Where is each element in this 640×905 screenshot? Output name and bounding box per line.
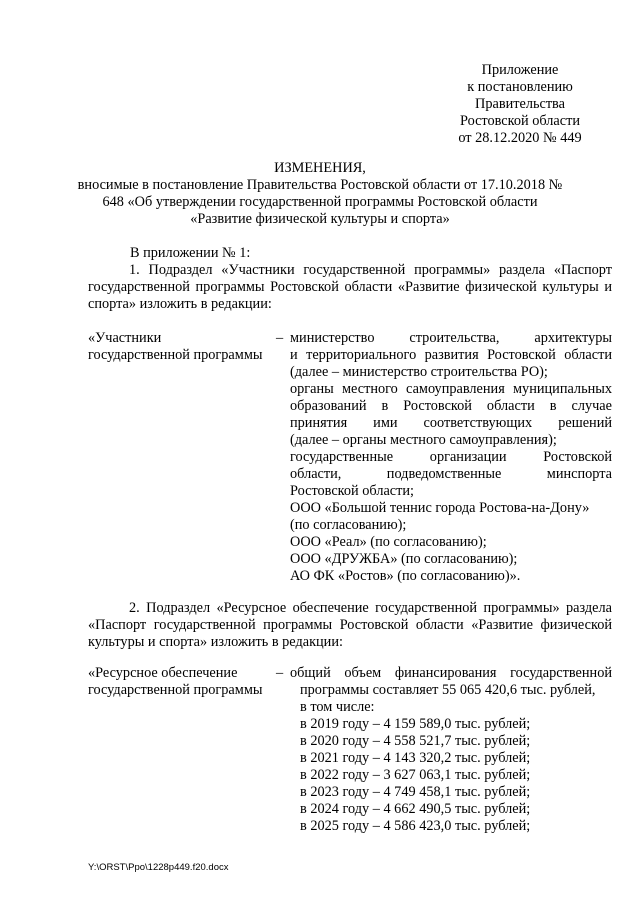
participants-line: государственные организации Ростовской xyxy=(290,449,612,465)
participants-line: принятия ими соответствующих решений xyxy=(290,415,612,431)
appendix-line: Правительства xyxy=(475,96,565,112)
participants-label-line-1: «Участники xyxy=(88,330,162,346)
item-1-paragraph xyxy=(88,262,612,313)
participants-line: ООО «Реал» (по согласованию); xyxy=(290,534,487,550)
appendix-line: от 28.12.2020 № 449 xyxy=(458,130,582,146)
item-2-paragraph xyxy=(88,600,612,651)
resources-line: в том числе: xyxy=(300,699,375,715)
participants-line: области, подведомственные минспорта xyxy=(290,466,612,482)
resources-line: в 2020 году – 4 558 521,7 тыс. рублей; xyxy=(300,733,531,749)
file-path-footer: Y:\ORST\Ppo\1228p449.f20.docx xyxy=(88,862,229,873)
participants-line: министерство строительства, архитектуры xyxy=(290,330,612,346)
appendix-line: Ростовской области xyxy=(459,113,581,129)
participants-line: (далее – министерство строительства РО); xyxy=(290,364,548,380)
participants-line: и территориального развития Ростовской области xyxy=(290,347,612,363)
participants-line: образований в Ростовской области в случае xyxy=(290,398,612,414)
participants-line: органы местного самоуправления муниципальных xyxy=(290,381,612,397)
participants-line: Ростовской области; xyxy=(290,483,415,499)
appendix-line: Приложение xyxy=(481,62,559,78)
item-1-text: 1. Подраздел «Участники государственной программы» раздела «Паспорт государственной программы Ростовской области «Развитие физической культуры и спорта» изложить в редакции: xyxy=(88,262,612,312)
resources-line: в 2023 году – 4 749 458,1 тыс. рублей; xyxy=(300,784,531,800)
resources-dash: – xyxy=(276,665,284,681)
participants-label-line-2: государственной программы xyxy=(88,347,263,363)
document-subtitle: вносимые в постановление Правительства Ростовской области от 17.10.2018 № 648 «Об утверждении государственной программы Ростовской области «Развитие физической культуры и спорта» xyxy=(77,177,563,227)
appendix-line: к постановлению xyxy=(467,79,573,95)
resources-line: в 2019 году – 4 159 589,0 тыс. рублей; xyxy=(300,716,531,732)
participants-dash: – xyxy=(276,330,284,346)
resources-line: в 2022 году – 3 627 063,1 тыс. рублей; xyxy=(300,767,531,783)
resources-label-line-1: «Ресурсное обеспечение xyxy=(88,665,238,681)
resources-label-line-2: государственной программы xyxy=(88,682,263,698)
participants-line: (по согласованию); xyxy=(290,517,407,533)
participants-line: ООО «Большой теннис города Ростова-на-Дону» xyxy=(290,500,590,516)
participants-line: АО ФК «Ростов» (по согласованию)». xyxy=(290,568,521,584)
participants-list xyxy=(290,330,612,585)
participants-line: (далее – органы местного самоуправления); xyxy=(290,432,557,448)
item-2-text: 2. Подраздел «Ресурсное обеспечение государственной программы» раздела «Паспорт государственной программы Ростовской области «Развитие физической культуры и спорта» изложить в редакции: xyxy=(88,600,612,650)
participants-label xyxy=(88,330,280,364)
resources-line: в 2021 году – 4 143 320,2 тыс. рублей; xyxy=(300,750,531,766)
intro-text: В приложении № 1: xyxy=(130,245,251,261)
resources-line: общий объем финансирования государственной xyxy=(290,665,612,681)
appendix-block xyxy=(440,62,600,147)
participants-line: ООО «ДРУЖБА» (по согласованию); xyxy=(290,551,518,567)
document-title: ИЗМЕНЕНИЯ, xyxy=(274,160,366,176)
resources-line: программы составляет 55 065 420,6 тыс. рублей, xyxy=(300,682,596,698)
resources-label xyxy=(88,665,280,699)
resources-line: в 2024 году – 4 662 490,5 тыс. рублей; xyxy=(300,801,531,817)
resources-line: в 2025 году – 4 586 423,0 тыс. рублей; xyxy=(300,818,531,834)
resources-list xyxy=(290,665,612,835)
